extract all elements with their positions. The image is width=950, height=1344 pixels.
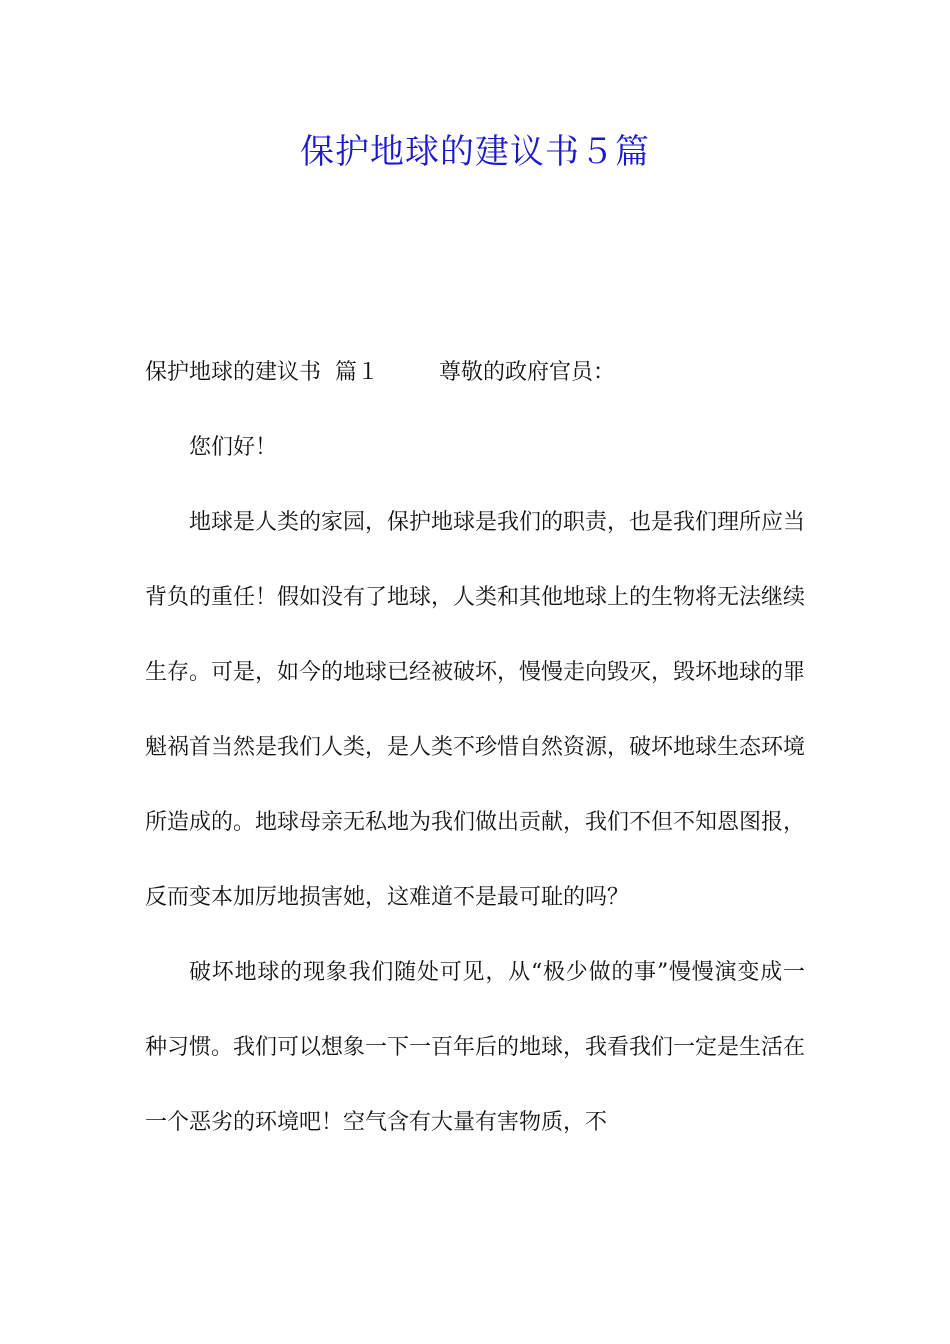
- document-title: 保护地球的建议书５篇: [300, 132, 650, 172]
- section-number: 篇１: [335, 360, 380, 385]
- paragraph-2: 破坏地球的现象我们随处可见，从“极少做的事”慢慢演变成一种习惯。我们可以想象一下一百年后的地球，我看我们一定是生活在一个恶劣的环境吧！空气含有大量有害物质，不: [145, 960, 806, 1135]
- heading-label: 保护地球的建议书: [145, 360, 322, 385]
- salutation: 尊敬的政府官员：: [439, 360, 616, 385]
- paragraph-1: 地球是人类的家园，保护地球是我们的职责，也是我们理所应当背负的重任！假如没有了地球，人类和其他地球上的生物将无法继续生存。可是，如今的地球已经被破坏，慢慢走向毁灭，毁坏地球的罪魁祸首当然是我们人类，是人类不珍惜自然资源，破坏地球生态环境所造成的。地球母亲无私地为我们做出贡献，我们不但不知恩图报，反而变本加厉地损害她，这难道不是最可耻的吗？: [145, 510, 806, 910]
- greeting: 您们好！: [189, 435, 278, 460]
- heading-line: [145, 335, 805, 410]
- document-body: [145, 335, 805, 1160]
